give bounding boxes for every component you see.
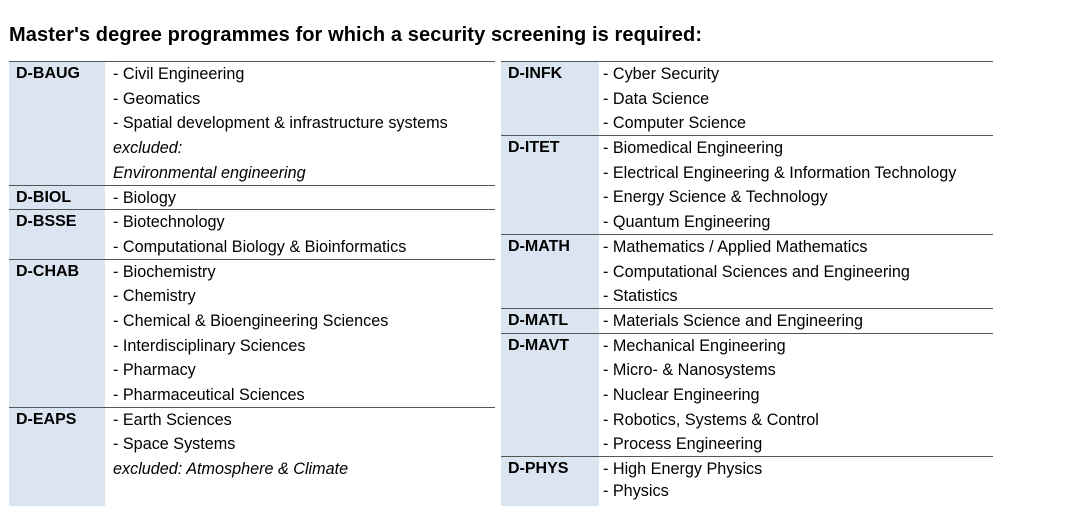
programme-item: - Biology xyxy=(113,188,176,207)
programme-list xyxy=(603,334,819,457)
programme-item: - Statistics xyxy=(603,287,678,306)
programme-item: - Pharmacy xyxy=(113,361,196,380)
department-code: D-ITET xyxy=(508,139,560,157)
programme-item: - Mathematics / Applied Mathematics xyxy=(603,237,868,256)
right-programme-column xyxy=(501,61,993,506)
programme-list xyxy=(113,408,348,482)
programme-item: - Computer Science xyxy=(603,114,747,133)
programme-item: - Geomatics xyxy=(113,89,201,108)
programme-item: - Nuclear Engineering xyxy=(603,386,760,405)
department-code: D-MATH xyxy=(508,237,570,255)
programme-item: - Micro- & Nanosystems xyxy=(603,361,776,380)
exclusion-note: excluded: Atmosphere & Climate xyxy=(113,460,349,479)
department-code: D-BAUG xyxy=(16,65,80,82)
programme-item: - Computational Biology & Bioinformatics xyxy=(113,237,407,256)
programme-item: - Mechanical Engineering xyxy=(603,336,786,355)
programme-list xyxy=(603,309,863,334)
programme-item: - Data Science xyxy=(603,89,710,108)
programme-list xyxy=(603,235,910,309)
programme-list xyxy=(113,260,388,408)
page-title: Master's degree programmes for which a security screening is required: xyxy=(9,24,703,46)
group-separator xyxy=(9,185,495,186)
programme-item: - Process Engineering xyxy=(603,435,763,454)
department-code: D-INFK xyxy=(508,65,563,82)
programme-item: - Biomedical Engineering xyxy=(603,139,783,158)
department-column-background xyxy=(9,62,105,506)
programme-item: - Robotics, Systems & Control xyxy=(603,410,819,429)
programme-item: - Cyber Security xyxy=(603,65,720,83)
programme-item: - Earth Sciences xyxy=(113,410,232,429)
department-code: D-PHYS xyxy=(508,460,569,478)
programme-list xyxy=(113,210,406,259)
programme-item: - Civil Engineering xyxy=(113,65,245,83)
programme-list xyxy=(603,136,956,235)
left-programme-column xyxy=(9,61,495,506)
programme-item: - Physics xyxy=(603,481,669,500)
programme-list xyxy=(603,62,746,136)
programme-list xyxy=(113,62,448,185)
programme-item: - Materials Science and Engineering xyxy=(603,312,864,330)
programme-item: - Chemical & Bioengineering Sciences xyxy=(113,311,389,330)
programme-item: - Space Systems xyxy=(113,435,236,454)
programme-item: - Interdisciplinary Sciences xyxy=(113,336,306,355)
department-code: D-BSSE xyxy=(16,213,77,231)
programme-list xyxy=(113,186,176,211)
programme-item: - Energy Science & Technology xyxy=(603,188,828,207)
department-code: D-EAPS xyxy=(16,410,77,428)
programme-item: - Chemistry xyxy=(113,287,196,306)
programme-item: - Computational Sciences and Engineering xyxy=(603,262,910,281)
department-column-background xyxy=(501,62,599,506)
programme-item: - Biochemistry xyxy=(113,262,216,281)
programme-list xyxy=(603,457,762,501)
programme-item: - High Energy Physics xyxy=(603,460,763,479)
programme-item: - Quantum Engineering xyxy=(603,213,771,232)
programme-item: - Spatial development & infrastructure systems xyxy=(113,114,448,133)
department-code: D-MAVT xyxy=(508,336,570,354)
exclusion-note: Environmental engineering xyxy=(113,163,306,182)
exclusion-note: excluded: xyxy=(113,139,183,158)
programme-item: - Pharmaceutical Sciences xyxy=(113,386,305,405)
department-code: D-CHAB xyxy=(16,262,80,280)
department-code: D-MATL xyxy=(508,312,569,329)
department-code: D-BIOL xyxy=(16,188,72,206)
programme-item: - Biotechnology xyxy=(113,213,225,232)
programme-item: - Electrical Engineering & Information Technology xyxy=(603,163,957,182)
